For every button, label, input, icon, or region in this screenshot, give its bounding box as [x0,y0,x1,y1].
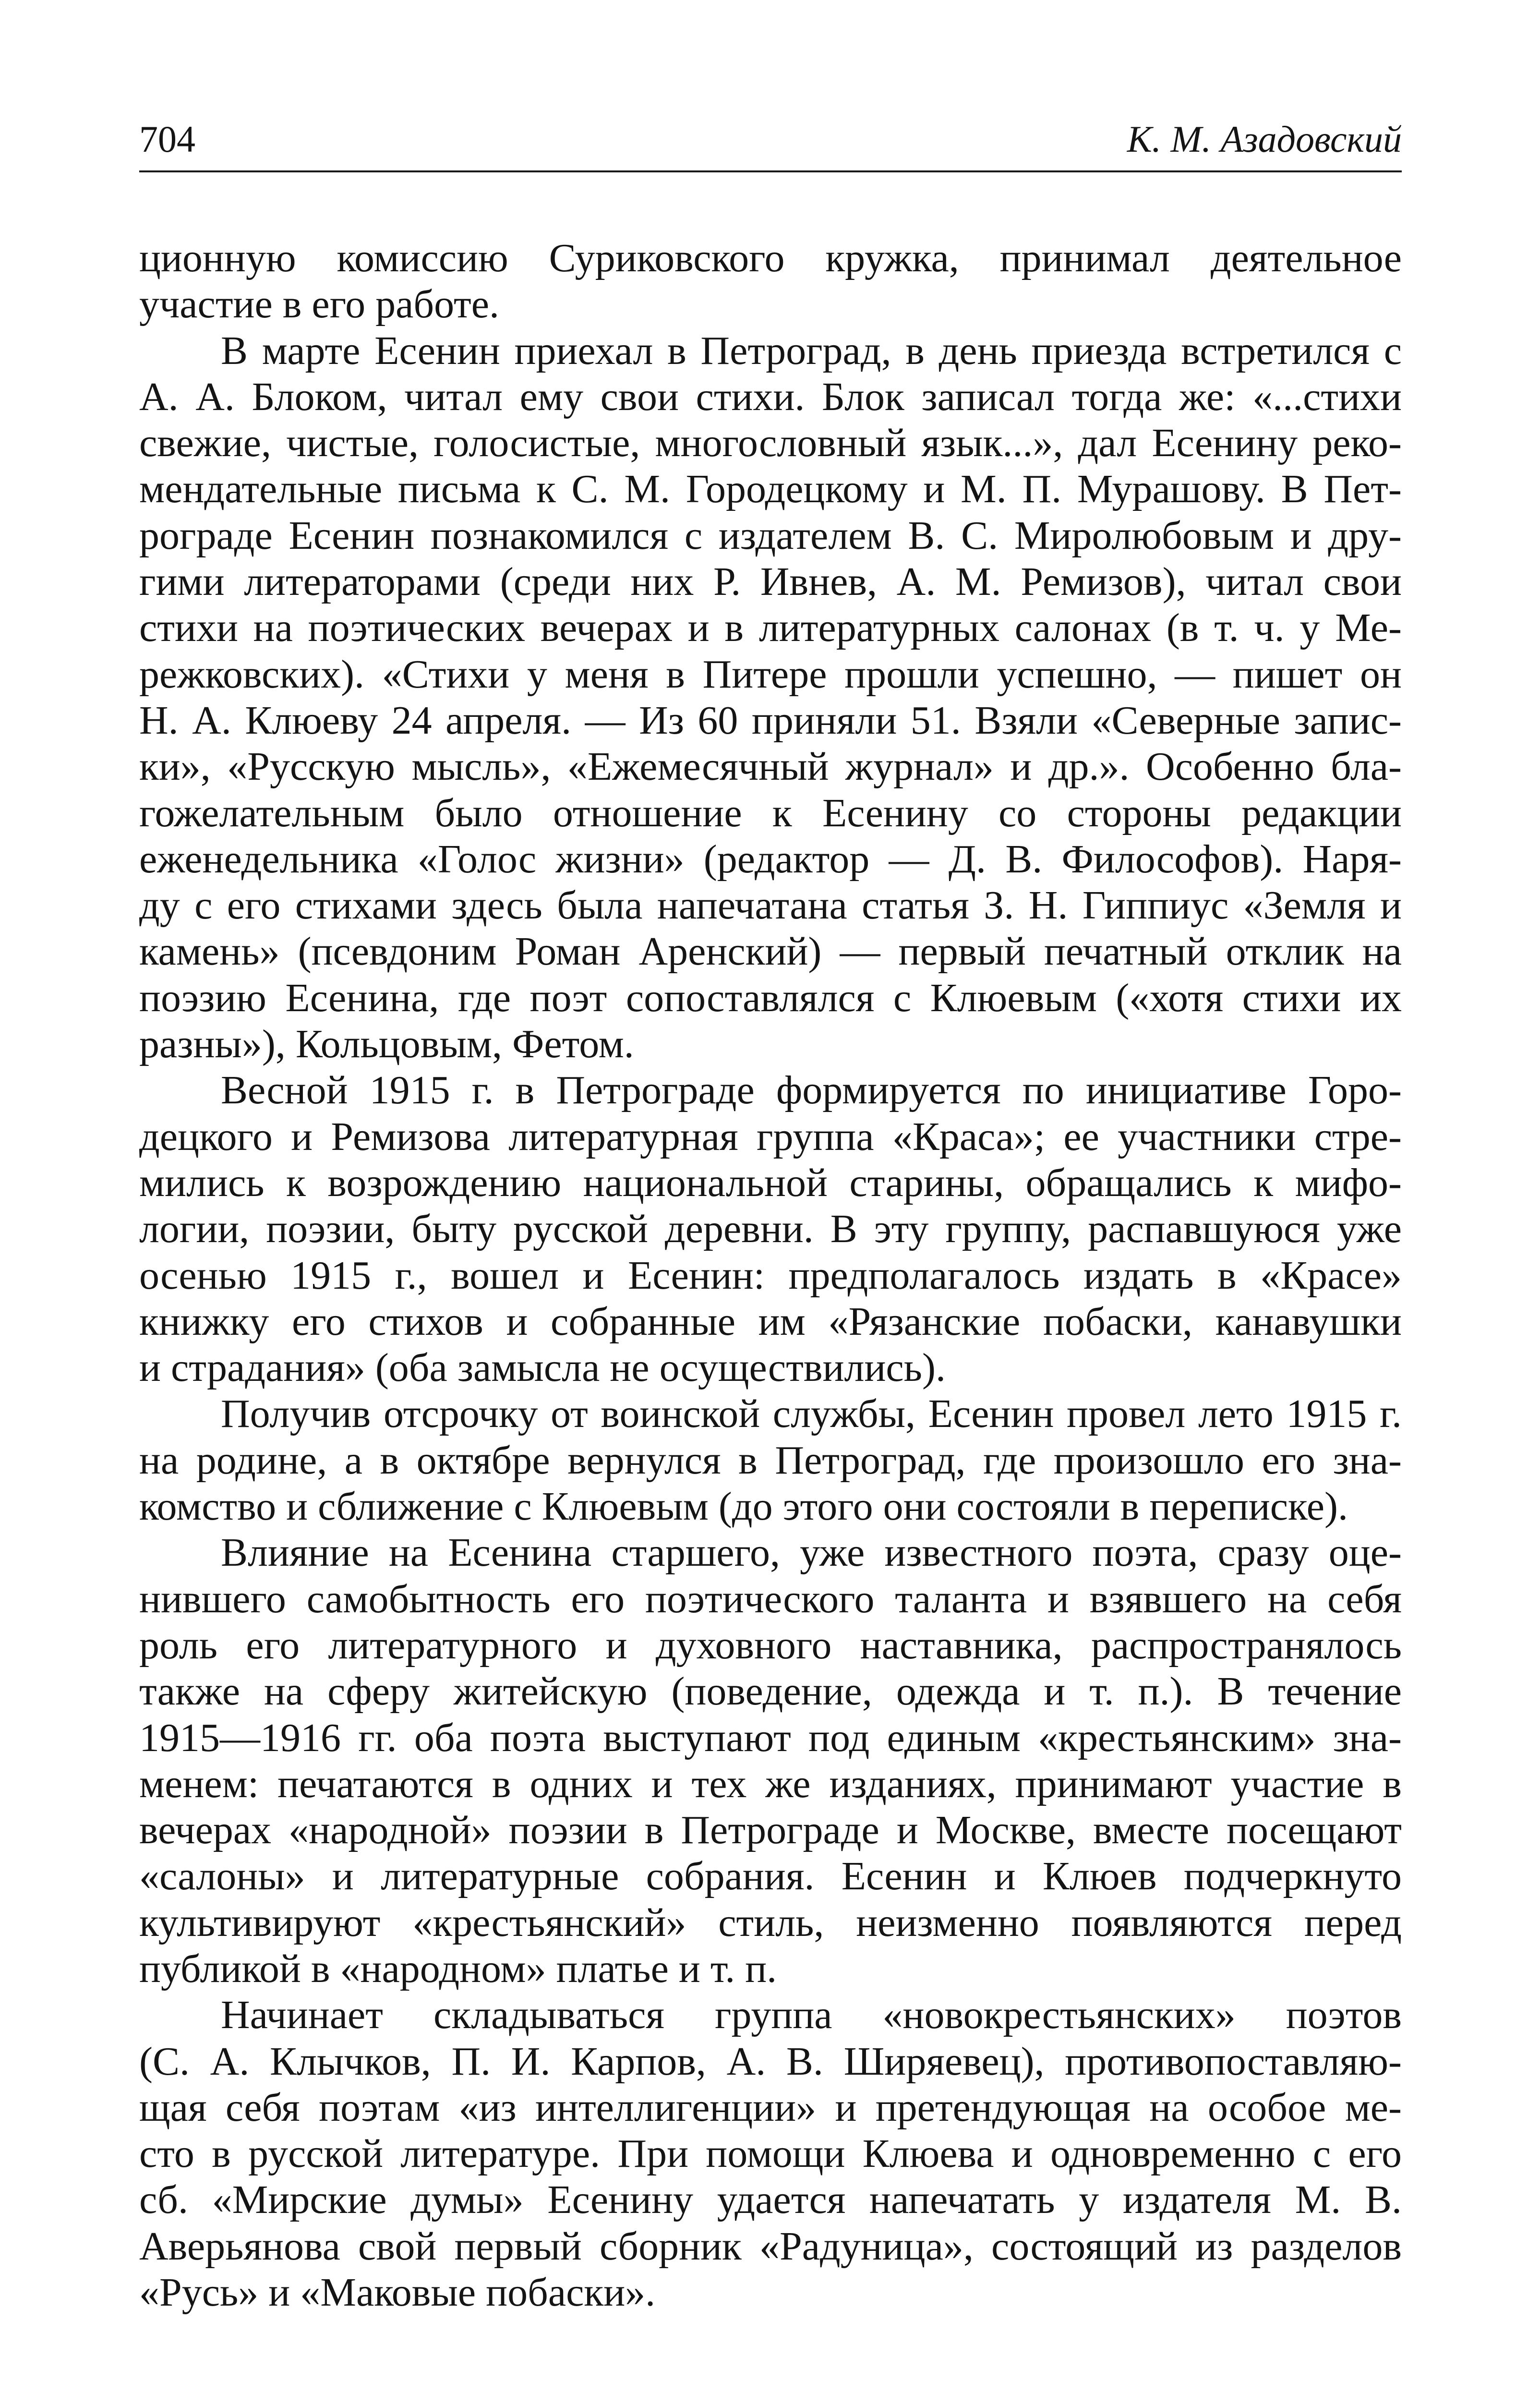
paragraph [139,235,1402,328]
text-line: сб. «Мирские думы» Есенину удается напечатать у издателя М. В. [139,2177,1402,2223]
paragraph [139,1530,1402,1992]
paragraph [139,1992,1402,2316]
text-line: логии, поэзии, быту русской деревни. В эту группу, распавшуюся уже [139,1207,1402,1252]
page-header [139,108,1402,172]
text-line: камень» (псевдоним Роман Аренский) — первый печатный отклик на [139,929,1402,974]
text-line: вечерах «народной» поэзии в Петрограде и Москве, вместе посещают [139,1808,1402,1853]
text-line: и страдания» (оба замысла не осуществились). [139,1345,946,1390]
text-line: ду с его стихами здесь была напечатана статья З. Н. Гиппиус «Земля и [139,883,1402,928]
text-line: осенью 1915 г., вошел и Есенин: предполагалось издать в «Красе» [139,1253,1402,1298]
text-line: ки», «Русскую мысль», «Ежемесячный журнал» и др.». Особенно бла- [139,744,1402,789]
paragraph [139,1067,1402,1391]
text-line: комство и сближение с Клюевым (до этого они состояли в переписке). [139,1484,1348,1529]
text-line: разны»), Кольцовым, Фетом. [139,1022,634,1067]
text-line: Получив отсрочку от воинской службы, Есенин провел лето 1915 г. [221,1391,1402,1437]
text-line: культивируют «крестьянский» стиль, неизменно появляются перед [139,1900,1402,1945]
text-line: режковских). «Стихи у меня в Питере прошли успешно, — пишет он [139,652,1402,697]
text-line: публикой в «народном» платье и т. п. [139,1946,777,1991]
text-line: Начинает складываться группа «новокрестьянских» поэтов [221,1993,1402,2038]
text-line: поэзию Есенина, где поэт сопоставлялся с Клюевым («хотя стихи их [139,975,1402,1020]
text-line: «салоны» и литературные собрания. Есенин и Клюев подчеркнуто [139,1854,1402,1899]
text-line: децкого и Ремизова литературная группа «Краса»; ее участники стре- [139,1114,1402,1159]
text-line: еженедельника «Голос жизни» (редактор — Д. В. Философов). Наря- [139,836,1402,882]
text-line: «Русь» и «Маковые побаски». [139,2270,656,2315]
text-line: Влияние на Есенина старшего, уже известного поэта, сразу оце- [221,1530,1402,1575]
running-head: К. М. Азадовский [1127,118,1402,160]
text-line: (С. А. Клычков, П. И. Карпов, А. В. Ширяевец), противопоставляю- [139,2039,1402,2084]
text-line: книжку его стихов и собранные им «Рязанские побаски, канавушки [139,1299,1402,1344]
page-number: 704 [139,118,195,160]
text-line: ционную комиссию Суриковского кружка, принимал деятельное [139,236,1402,280]
text-line: гожелательным было отношение к Есенину со стороны редакции [139,790,1402,835]
text-line: на родине, а в октябре вернулся в Петроград, где произошло его зна- [139,1438,1402,1483]
body-text [139,235,1402,2316]
text-line: щая себя поэтам «из интеллигенции» и претендующая на особое ме- [139,2085,1402,2130]
text-line: Аверьянова свой первый сборник «Радуница», состоящий из разделов [139,2224,1402,2269]
text-line: также на сферу житейскую (поведение, одежда и т. п.). В течение [139,1669,1402,1714]
text-line: Н. А. Клюеву 24 апреля. — Из 60 приняли 51. Взяли «Северные запис- [139,698,1402,743]
text-line: гими литераторами (среди них Р. Ивнев, А. М. Ремизов), читал свои [139,559,1402,604]
text-line: Весной 1915 г. в Петрограде формируется по инициативе Горо- [221,1068,1402,1113]
text-line: мились к возрождению национальной старины, обращались к мифо- [139,1160,1402,1205]
text-line: роль его литературного и духовного наставника, распространялось [139,1622,1402,1668]
paragraph [139,328,1402,1068]
text-line: участие в его работе. [139,282,499,327]
text-line: рограде Есенин познакомился с издателем В. С. Миролюбовым и дру- [139,513,1402,558]
text-line: В марте Есенин приехал в Петроград, в день приезда встретился с [221,328,1402,373]
text-line: А. А. Блоком, читал ему свои стихи. Блок записал тогда же: «...стихи [139,374,1402,419]
text-line: свежие, чистые, голосистые, многословный язык...», дал Есенину реко- [139,421,1402,466]
text-line: стихи на поэтических вечерах и в литературных салонах (в т. ч. у Ме- [139,605,1402,651]
text-line: сто в русской литературе. При помощи Клюева и одновременно с его [139,2131,1402,2176]
text-line: менем: печатаются в одних и тех же изданиях, принимают участие в [139,1761,1402,1806]
paragraph [139,1391,1402,1530]
text-line: 1915—1916 гг. оба поэта выступают под единым «крестьянским» зна- [139,1715,1402,1760]
text-line: мендательные письма к С. М. Городецкому и М. П. Мурашову. В Пет- [139,467,1402,512]
text-line: нившего самобытность его поэтического таланта и взявшего на себя [139,1576,1402,1621]
